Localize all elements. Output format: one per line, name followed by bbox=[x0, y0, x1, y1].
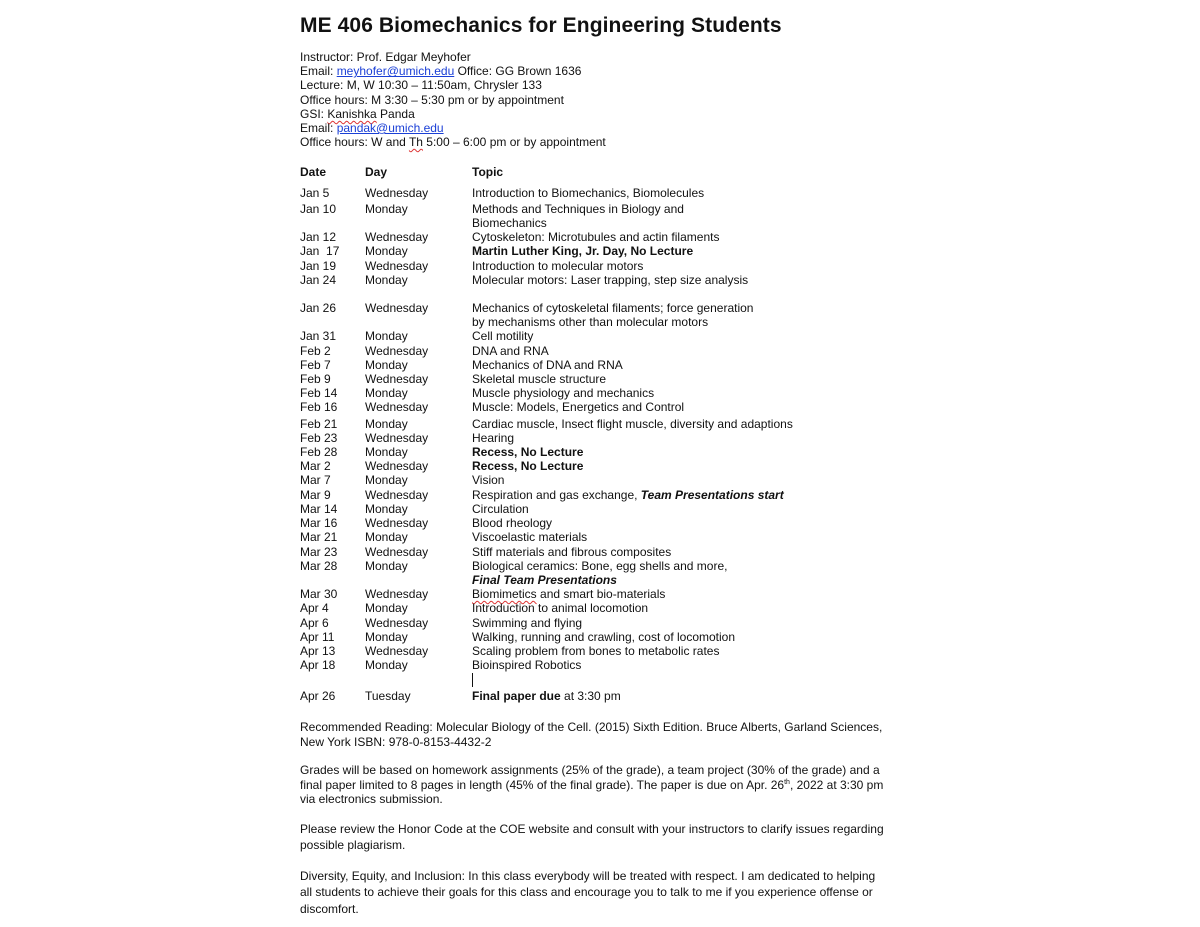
row-topic: Stiff materials and fibrous composites bbox=[472, 544, 672, 559]
row-date: Feb 21 bbox=[300, 416, 338, 431]
row-day: Monday bbox=[365, 530, 408, 545]
table-row bbox=[300, 431, 890, 445]
office-hours-line: Office hours: M 3:30 – 5:30 pm or by appointment bbox=[300, 92, 564, 107]
row-date: Feb 9 bbox=[300, 372, 331, 387]
row-topic: Mechanics of DNA and RNA bbox=[472, 357, 623, 372]
table-row bbox=[300, 329, 890, 343]
row-topic: Introduction to Biomechanics, Biomolecules bbox=[472, 185, 705, 200]
row-topic: Muscle physiology and mechanics bbox=[472, 386, 655, 401]
header-date: Date bbox=[300, 165, 327, 180]
row-topic-text: at 3:30 pm bbox=[560, 689, 621, 704]
header-topic: Topic bbox=[472, 165, 504, 180]
row-day: Monday bbox=[365, 473, 408, 488]
table-row bbox=[300, 344, 890, 358]
row-day: Tuesday bbox=[365, 689, 411, 704]
row-topic: Skeletal muscle structure bbox=[472, 372, 607, 387]
row-date: Apr 11 bbox=[300, 629, 335, 644]
row-date: Mar 2 bbox=[300, 459, 331, 474]
row-topic-line1: Biological ceramics: Bone, egg shells and more, bbox=[472, 558, 728, 573]
table-row bbox=[300, 259, 890, 273]
row-date: Feb 28 bbox=[300, 445, 338, 460]
gsi-first-name: Kanishka bbox=[327, 106, 377, 121]
table-row bbox=[300, 400, 890, 414]
row-day: Wednesday bbox=[365, 643, 429, 658]
table-row bbox=[300, 559, 890, 587]
row-topic-emphasis: Team Presentations start bbox=[640, 487, 784, 502]
table-row bbox=[300, 445, 890, 459]
table-row bbox=[300, 417, 890, 431]
row-day: Wednesday bbox=[365, 372, 429, 387]
row-topic: Cell motility bbox=[472, 329, 534, 344]
row-topic bbox=[472, 587, 892, 601]
row-date: Jan 17 bbox=[300, 244, 340, 259]
table-row bbox=[300, 587, 890, 601]
grading-paragraph bbox=[300, 763, 890, 807]
dei-paragraph: Diversity, Equity, and Inclusion: In this class everybody will be treated with respect. I am dedicated to helping all students to achieve their goals for this class and encourage you to talk to me if you experience offense or discomfort. bbox=[300, 868, 876, 916]
grading-text: Grades will be based on homework assignments (25% of the grade), a team project (30% of the grade) and a final paper limited to 8 pages in length (45% of the final grade). The paper is due on Apr. 26 bbox=[300, 763, 880, 792]
row-date: Mar 28 bbox=[300, 558, 338, 573]
row-day: Wednesday bbox=[365, 230, 429, 245]
row-date: Mar 9 bbox=[300, 487, 331, 502]
row-date: Feb 7 bbox=[300, 357, 331, 372]
row-topic: Recess, No Lecture bbox=[472, 445, 584, 460]
row-day: Monday bbox=[365, 445, 408, 460]
row-topic-flagged: Biomimetics bbox=[472, 587, 537, 602]
row-date: Feb 23 bbox=[300, 430, 338, 445]
row-day: Monday bbox=[365, 357, 408, 372]
table-row bbox=[300, 616, 890, 630]
row-date: Mar 23 bbox=[300, 544, 338, 559]
row-topic-line1: Bioinspired Robotics bbox=[472, 658, 582, 673]
row-topic: Introduction to molecular motors bbox=[472, 258, 644, 273]
gsi-email-line bbox=[300, 121, 890, 135]
row-topic-line2: by mechanisms other than molecular motors bbox=[472, 315, 709, 330]
table-row bbox=[300, 502, 890, 516]
table-row bbox=[300, 301, 890, 329]
row-date: Mar 7 bbox=[300, 473, 331, 488]
row-day: Wednesday bbox=[365, 430, 429, 445]
gsi-last-name: Panda bbox=[376, 106, 415, 121]
row-date: Jan 19 bbox=[300, 258, 337, 273]
row-day: Monday bbox=[365, 329, 408, 344]
table-row bbox=[300, 186, 890, 200]
table-row bbox=[300, 459, 890, 473]
gsi-hours-th: Th bbox=[408, 135, 423, 150]
schedule-table bbox=[300, 165, 890, 703]
row-date: Jan 10 bbox=[300, 201, 337, 216]
row-topic: Scaling problem from bones to metabolic rates bbox=[472, 643, 720, 658]
table-row bbox=[300, 601, 890, 615]
row-topic-line2: Biomechanics bbox=[472, 216, 547, 231]
row-topic bbox=[472, 301, 892, 329]
table-row bbox=[300, 244, 890, 258]
row-topic-bold: Final paper due bbox=[472, 689, 561, 704]
row-day: Wednesday bbox=[365, 487, 429, 502]
table-row bbox=[300, 658, 890, 687]
table-row bbox=[300, 689, 890, 703]
table-row bbox=[300, 358, 890, 372]
table-row bbox=[300, 545, 890, 559]
row-topic: Introduction to animal locomotion bbox=[472, 601, 649, 616]
row-date: Jan 5 bbox=[300, 185, 330, 200]
row-day: Monday bbox=[365, 558, 408, 573]
row-date: Jan 12 bbox=[300, 230, 337, 245]
row-date: Mar 14 bbox=[300, 501, 338, 516]
row-day: Monday bbox=[365, 386, 408, 401]
row-topic: Molecular motors: Laser trapping, step size analysis bbox=[472, 272, 749, 287]
table-row bbox=[300, 230, 890, 244]
row-topic: Muscle: Models, Energetics and Control bbox=[472, 400, 685, 415]
row-topic: Blood rheology bbox=[472, 516, 553, 531]
row-date: Jan 31 bbox=[300, 329, 337, 344]
row-day: Wednesday bbox=[365, 301, 429, 316]
email-label: Email: bbox=[300, 64, 337, 79]
row-date: Apr 13 bbox=[300, 643, 336, 658]
row-date: Mar 16 bbox=[300, 516, 338, 531]
row-day: Monday bbox=[365, 658, 408, 673]
row-date: Apr 6 bbox=[300, 615, 329, 630]
row-day: Monday bbox=[365, 244, 408, 259]
row-date: Mar 30 bbox=[300, 587, 338, 602]
row-day: Wednesday bbox=[365, 516, 429, 531]
syllabus-page bbox=[300, 14, 890, 917]
email-line bbox=[300, 64, 890, 78]
table-row bbox=[300, 473, 890, 487]
row-day: Monday bbox=[365, 272, 408, 287]
row-topic-line1: Methods and Techniques in Biology and bbox=[472, 201, 684, 216]
row-topic-text: Respiration and gas exchange, bbox=[472, 487, 641, 502]
text-cursor-caret bbox=[472, 673, 473, 687]
row-day: Monday bbox=[365, 629, 408, 644]
row-topic: Walking, running and crawling, cost of locomotion bbox=[472, 629, 736, 644]
row-day: Monday bbox=[365, 501, 408, 516]
row-topic bbox=[472, 488, 892, 502]
row-day: Wednesday bbox=[365, 544, 429, 559]
table-row bbox=[300, 386, 890, 400]
row-day: Wednesday bbox=[365, 343, 429, 358]
gsi-line bbox=[300, 107, 890, 121]
gsi-office-hours-line bbox=[300, 135, 890, 149]
table-row bbox=[300, 630, 890, 644]
row-topic: DNA and RNA bbox=[472, 343, 549, 358]
recommended-reading: Recommended Reading: Molecular Biology of the Cell. (2015) Sixth Edition. Bruce Alberts, Garland Sciences, New York ISBN: 978-0-8153-4432-2 bbox=[300, 720, 883, 749]
grading-sup: th bbox=[784, 778, 790, 786]
row-day: Wednesday bbox=[365, 587, 429, 602]
row-day: Monday bbox=[365, 201, 408, 216]
course-info bbox=[300, 50, 890, 149]
office-text: Office: GG Brown 1636 bbox=[454, 64, 582, 79]
row-topic bbox=[472, 202, 892, 230]
row-date: Mar 21 bbox=[300, 530, 338, 545]
row-date: Feb 16 bbox=[300, 400, 338, 415]
row-date: Apr 18 bbox=[300, 658, 336, 673]
row-topic: Cardiac muscle, Insect flight muscle, diversity and adaptions bbox=[472, 416, 793, 431]
instructor-email-link[interactable]: meyhofer@umich.edu bbox=[336, 64, 455, 79]
row-topic-text: and smart bio-materials bbox=[536, 587, 666, 602]
row-topic: Recess, No Lecture bbox=[472, 459, 584, 474]
row-topic-line1: Mechanics of cytoskeletal filaments; force generation bbox=[472, 301, 754, 316]
row-date: Apr 4 bbox=[300, 601, 329, 616]
table-row bbox=[300, 516, 890, 530]
row-topic: Martin Luther King, Jr. Day, No Lecture bbox=[472, 244, 694, 259]
schedule-header-row bbox=[300, 165, 890, 179]
row-topic bbox=[472, 689, 892, 703]
row-day: Wednesday bbox=[365, 185, 429, 200]
table-row bbox=[300, 488, 890, 502]
page-title: ME 406 Biomechanics for Engineering Students bbox=[300, 14, 782, 37]
gsi-hours-text: Office hours: W and bbox=[300, 135, 409, 150]
grading-text-end: , 2022 at 3:30 pm via electronics submission. bbox=[300, 777, 884, 807]
row-topic: Cytoskeleton: Microtubules and actin filaments bbox=[472, 230, 720, 245]
row-day: Monday bbox=[365, 416, 408, 431]
row-date: Jan 24 bbox=[300, 272, 337, 287]
row-topic: Hearing bbox=[472, 430, 515, 445]
honor-code-paragraph: Please review the Honor Code at the COE website and consult with your instructors to clarify issues regarding possible plagiarism. bbox=[300, 821, 884, 853]
row-day: Wednesday bbox=[365, 258, 429, 273]
gsi-email-label: Email: bbox=[300, 121, 337, 136]
row-day: Wednesday bbox=[365, 615, 429, 630]
row-topic bbox=[472, 658, 892, 687]
row-topic-line2: Final Team Presentations bbox=[472, 572, 617, 587]
row-day: Wednesday bbox=[365, 459, 429, 474]
row-day: Wednesday bbox=[365, 400, 429, 415]
lecture-line: Lecture: M, W 10:30 – 11:50am, Chrysler 133 bbox=[300, 78, 542, 93]
text-cursor bbox=[472, 672, 892, 687]
header-day: Day bbox=[365, 165, 388, 180]
row-topic: Swimming and flying bbox=[472, 615, 583, 630]
table-row bbox=[300, 202, 890, 230]
row-topic bbox=[472, 559, 892, 587]
gsi-hours-time: 5:00 – 6:00 pm or by appointment bbox=[422, 135, 606, 150]
row-day: Monday bbox=[365, 601, 408, 616]
row-date: Feb 14 bbox=[300, 386, 338, 401]
row-topic: Circulation bbox=[472, 501, 529, 516]
table-row bbox=[300, 372, 890, 386]
row-date: Jan 26 bbox=[300, 301, 337, 316]
instructor-line: Instructor: Prof. Edgar Meyhofer bbox=[300, 50, 471, 64]
table-row bbox=[300, 273, 890, 287]
row-date: Apr 26 bbox=[300, 689, 336, 704]
gsi-email-link[interactable]: pandak@umich.edu bbox=[336, 121, 444, 136]
row-topic: Vision bbox=[472, 473, 505, 488]
row-date: Feb 2 bbox=[300, 343, 331, 358]
table-row bbox=[300, 530, 890, 544]
row-topic: Viscoelastic materials bbox=[472, 530, 588, 545]
table-row bbox=[300, 644, 890, 658]
gsi-label: GSI: bbox=[300, 106, 328, 121]
